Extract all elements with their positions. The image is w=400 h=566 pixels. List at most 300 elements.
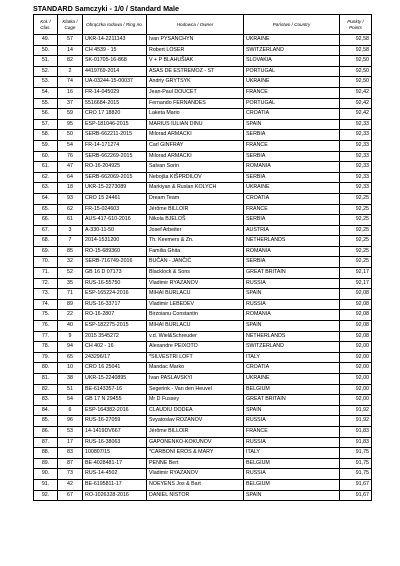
country-cell: SERBIA [244,151,340,162]
table-row [34,246,372,257]
ring-no-cell: SERB-662069-2015 [83,172,147,183]
ring-no-cell: RUS-16-38063 [83,437,147,448]
ring-no-cell: RUS-16-27059 [83,416,147,427]
rank-cell: 88. [34,448,58,459]
points-cell: 92,25 [340,236,372,247]
table-row [34,257,372,268]
table-row [34,405,372,416]
country-cell: FRANCE [244,204,340,215]
cage-cell: 17 [58,437,83,448]
country-cell: SERBIA [244,257,340,268]
points-cell: 92,33 [340,140,372,151]
owner-cell: Jérôme BILLOIR [147,204,244,215]
header-owner: Hodowca / Owner [147,15,244,35]
ring-no-cell: ESP-182275-2015 [83,321,147,332]
country-cell: RUSSIA [244,469,340,480]
ring-no-cell: 2014-1531200 [83,236,147,247]
owner-cell: *CARBONI EROS & MARY [147,448,244,459]
country-cell: UKRAINE [244,35,340,46]
ring-no-cell: SERB-662269-2015 [83,151,147,162]
ring-no-cell: AUS-417-610-2016 [83,215,147,226]
table-row [34,45,372,56]
table-row [34,384,372,395]
table-row [34,193,372,204]
country-cell: AUSTRIA [244,225,340,236]
ring-no-cell: ESP-165224-2016 [83,289,147,300]
cage-cell: 35 [58,278,83,289]
owner-cell: Andriy GRYTSYK [147,77,244,88]
country-cell: RUSSIA [244,278,340,289]
table-row [34,479,372,490]
rank-cell: 69. [34,246,58,257]
table-row [34,183,372,194]
cage-cell: 42 [58,479,83,490]
owner-cell: DANIEL NISTOR [147,490,244,501]
rank-cell: 62. [34,172,58,183]
ring-no-cell: SERB-662211-2015 [83,130,147,141]
country-cell: UKRAINE [244,77,340,88]
points-cell: 92,00 [340,374,372,385]
owner-cell: Jean-Paul DOUCET [147,87,244,98]
points-cell: 92,33 [340,151,372,162]
cage-cell: 14 [58,45,83,56]
header-country: Państwo / Country [244,15,340,35]
ring-no-cell: SK-01705-16-868 [83,56,147,67]
rank-cell: 65. [34,204,58,215]
rank-cell: 71. [34,268,58,279]
ring-no-cell: RO-1026328-2016 [83,490,147,501]
owner-cell: Carl GINFRAY [147,140,244,151]
cage-cell: 54 [58,140,83,151]
rank-cell: 49. [34,35,58,46]
ring-no-cell: FR-14-045029 [83,87,147,98]
ring-no-cell: UKR-15-2273089 [83,183,147,194]
ring-no-cell: 5516684-2015 [83,98,147,109]
cage-cell: 76 [58,151,83,162]
cage-cell: 22 [58,310,83,321]
ring-no-cell: CH 402 - 16 [83,342,147,353]
ring-no-cell: ESP-164382-2016 [83,405,147,416]
country-cell: RUSSIA [244,416,340,427]
owner-cell: Th. Keemers & Zn. [147,236,244,247]
ring-no-cell: GB 17 N 29455 [83,395,147,406]
table-row [34,162,372,173]
points-cell: 92,08 [340,289,372,300]
table-row [34,352,372,363]
owner-cell: Segerink - Van den Heuvel [147,384,244,395]
country-cell: ROMANIA [244,310,340,321]
country-cell: SPAIN [244,321,340,332]
owner-cell: Ivan PASLAVSKYI [147,374,244,385]
cage-cell: 82 [58,56,83,67]
rank-cell: 75. [34,310,58,321]
points-cell: 91,75 [340,458,372,469]
owner-cell: Nikola BJELOŠ [147,215,244,226]
points-cell: 92,08 [340,331,372,342]
rank-cell: 76. [34,321,58,332]
rank-cell: 73. [34,289,58,300]
owner-cell: Vladimir LEBEDEV [147,299,244,310]
rank-cell: 84. [34,405,58,416]
cage-cell: 9 [58,331,83,342]
cage-cell: 40 [58,321,83,332]
points-cell: 92,50 [340,56,372,67]
owner-cell: Mandac Marko [147,363,244,374]
table-row [34,310,372,321]
table-row [34,289,372,300]
rank-cell: 54. [34,87,58,98]
rank-cell: 74. [34,299,58,310]
rank-cell: 67. [34,225,58,236]
results-table [33,14,372,501]
ring-no-cell: RO-16-204925 [83,162,147,173]
owner-cell: Markiyan & Ruslan KOLYCH [147,183,244,194]
owner-cell: NOEYENS Jos & Bart [147,479,244,490]
table-row [34,172,372,183]
cage-cell: 54 [58,395,83,406]
rank-cell: 58. [34,130,58,141]
owner-cell: Nebojša KIŠPRDILOV [147,172,244,183]
points-cell: 92,33 [340,183,372,194]
cage-cell: 16 [58,87,83,98]
owner-cell: Mr D Fussey [147,395,244,406]
cage-cell: 7 [58,236,83,247]
country-cell: SWITZERLAND [244,342,340,353]
table-row [34,119,372,130]
cage-cell: 59 [58,109,83,120]
table-row [34,225,372,236]
table-row [34,151,372,162]
owner-cell: Laketa Mario [147,109,244,120]
rank-cell: 81. [34,374,58,385]
cage-cell: 87 [58,458,83,469]
country-cell: FRANCE [244,426,340,437]
owner-cell: Birzoianu Constantin [147,310,244,321]
ring-no-cell: RO-16-2807 [83,310,147,321]
cage-cell: 6 [58,405,83,416]
table-row [34,278,372,289]
ring-no-cell: RUS-14-4502 [83,469,147,480]
points-cell: 92,33 [340,130,372,141]
ring-no-cell: 243296/17 [83,352,147,363]
owner-cell: MIHAI BURLACU [147,321,244,332]
points-cell: 92,25 [340,204,372,215]
table-row [34,204,372,215]
country-cell: UKRAINE [244,374,340,385]
table-row [34,268,372,279]
cage-cell: 61 [58,215,83,226]
rank-cell: 57. [34,119,58,130]
ring-no-cell: 4419769-2014 [83,66,147,77]
country-cell: BELGIUM [244,384,340,395]
points-cell: 92,25 [340,225,372,236]
country-cell: FRANCE [244,140,340,151]
cage-cell: 57 [58,35,83,46]
owner-cell: CLAUDIU DODEA [147,405,244,416]
country-cell: RUSSIA [244,437,340,448]
table-row [34,448,372,459]
country-cell: SERBIA [244,130,340,141]
points-cell: 92,33 [340,119,372,130]
table-row [34,331,372,342]
results-table-body [34,35,372,501]
points-cell: 91,67 [340,479,372,490]
cage-cell: 37 [58,98,83,109]
header-rank: Koł. / Clas. [34,15,58,35]
country-cell: SPAIN [244,119,340,130]
country-cell: CROATIA [244,193,340,204]
owner-cell: V + P BLAHUŠIAK [147,56,244,67]
points-cell: 92,42 [340,109,372,120]
country-cell: CROATIA [244,109,340,120]
table-row [34,35,372,46]
points-cell: 92,17 [340,278,372,289]
ring-no-cell: UA-03244-15-00037 [83,77,147,88]
points-cell: 92,33 [340,162,372,173]
cage-cell: 96 [58,416,83,427]
country-cell: SPAIN [244,405,340,416]
country-cell: ROMANIA [244,246,340,257]
rank-cell: 85. [34,416,58,427]
table-row [34,469,372,480]
table-row [34,66,372,77]
cage-cell: 73 [58,469,83,480]
table-row [34,363,372,374]
cage-cell: 67 [58,490,83,501]
cage-cell: 83 [58,448,83,459]
cage-cell: 50 [58,130,83,141]
table-row [34,374,372,385]
rank-cell: 79. [34,352,58,363]
rank-cell: 59. [34,140,58,151]
owner-cell: Salvan Sorin [147,162,244,173]
points-cell: 92,50 [340,66,372,77]
table-header-row [34,15,372,35]
points-cell: 92,00 [340,395,372,406]
owner-cell: Josef Arbeiter [147,225,244,236]
table-row [34,426,372,437]
country-cell: SERBIA [244,215,340,226]
table-row [34,56,372,67]
page-title: STANDARD Samczyki - 1/0 / Standard Male [33,4,180,13]
owner-cell: Fernando FERNANDES [147,98,244,109]
cage-cell: 93 [58,193,83,204]
rank-cell: 90. [34,469,58,480]
table-row [34,130,372,141]
country-cell: ITALY [244,352,340,363]
rank-cell: 72. [34,278,58,289]
points-cell: 92,25 [340,215,372,226]
rank-cell: 68. [34,236,58,247]
owner-cell: v.d. Wiel&Schreuder [147,331,244,342]
rank-cell: 66. [34,215,58,226]
country-cell: NETHERLANDS [244,331,340,342]
rank-cell: 87. [34,437,58,448]
points-cell: 92,00 [340,342,372,353]
country-cell: NETHERLANDS [244,236,340,247]
ring-no-cell: CRO 16 25041 [83,363,147,374]
rank-cell: 50. [34,45,58,56]
ring-no-cell: UKR-14-2211143 [83,35,147,46]
points-cell: 91,92 [340,405,372,416]
rank-cell: 60. [34,151,58,162]
ring-no-cell: A-330-11-50 [83,225,147,236]
cage-cell: 32 [58,257,83,268]
rank-cell: 78. [34,342,58,353]
points-cell: 91,67 [340,490,372,501]
cage-cell: 3 [58,225,83,236]
table-row [34,109,372,120]
points-cell: 92,42 [340,87,372,98]
table-row [34,77,372,88]
table-row [34,395,372,406]
owner-cell: BUČAN - JANČIĆ [147,257,244,268]
rank-cell: 51. [34,56,58,67]
cage-cell: 62 [58,204,83,215]
cage-cell: 52 [58,268,83,279]
cage-cell: 85 [58,246,83,257]
country-cell: SPAIN [244,289,340,300]
owner-cell: Svyatoslav ROZANOV [147,416,244,427]
ring-no-cell: UKR-15-2240895 [83,374,147,385]
cage-cell: 89 [58,299,83,310]
owner-cell: PENNE Bert [147,458,244,469]
ring-no-cell: 2015 3545272 [83,331,147,342]
ring-no-cell: CRO 17 18820 [83,109,147,120]
table-row [34,215,372,226]
owner-cell: Robert LOSER [147,45,244,56]
ring-no-cell: FR-14-171274 [83,140,147,151]
table-row [34,490,372,501]
header-points: Punkty / Points [340,15,372,35]
points-cell: 92,58 [340,45,372,56]
points-cell: 92,33 [340,172,372,183]
table-row [34,98,372,109]
points-cell: 92,00 [340,363,372,374]
rank-cell: 64. [34,193,58,204]
cage-cell: 10 [58,363,83,374]
owner-cell: Milorad ARMACKI [147,151,244,162]
rank-cell: 56. [34,109,58,120]
ring-no-cell: RO-15-689360 [83,246,147,257]
cage-cell: 38 [58,374,83,385]
header-ring-no: Obrączka rodowa / Ring no. [83,15,147,35]
points-cell: 92,25 [340,257,372,268]
table-row [34,458,372,469]
rank-cell: 70. [34,257,58,268]
ring-no-cell: CH 4539 - 15 [83,45,147,56]
ring-no-cell: BE-6143357-16 [83,384,147,395]
points-cell: 92,00 [340,352,372,363]
country-cell: GREAT BRITAIN [244,395,340,406]
owner-cell: *SILVESTRI LOFT [147,352,244,363]
points-cell: 92,08 [340,299,372,310]
rank-cell: 63. [34,183,58,194]
owner-cell: Vladimir RYAZANOV [147,469,244,480]
cage-cell: 64 [58,172,83,183]
ring-no-cell: BE-4028481-17 [83,458,147,469]
ring-no-cell: SERB-716749-2016 [83,257,147,268]
table-row [34,236,372,247]
points-cell: 91,83 [340,426,372,437]
ring-no-cell: RUS-16-33717 [83,299,147,310]
cage-cell: 94 [58,342,83,353]
points-cell: 92,00 [340,384,372,395]
ring-no-cell: RUS-16-55750 [83,278,147,289]
points-cell: 91,75 [340,469,372,480]
cage-cell: 74 [58,77,83,88]
points-cell: 92,08 [340,321,372,332]
country-cell: ITALY [244,448,340,459]
owner-cell: Jérôme BILLOIR [147,426,244,437]
header-cage: Klatka / Cage [58,15,83,35]
table-row [34,342,372,353]
rank-cell: 92. [34,490,58,501]
table-row [34,321,372,332]
country-cell: RUSSIA [244,299,340,310]
ring-no-cell: BE-6195811-17 [83,479,147,490]
country-cell: UKRAINE [244,183,340,194]
ring-no-cell: CRO 15 24461 [83,193,147,204]
owner-cell: GAPONENKO-KOKUNOV [147,437,244,448]
country-cell: CROATIA [244,363,340,374]
ring-no-cell: ESP-181046-2015 [83,119,147,130]
cage-cell: 71 [58,289,83,300]
table-row [34,87,372,98]
points-cell: 91,83 [340,437,372,448]
rank-cell: 61. [34,162,58,173]
ring-no-cell: FR-15-024603 [83,204,147,215]
cage-cell: 53 [58,426,83,437]
rank-cell: 83. [34,395,58,406]
points-cell: 92,25 [340,193,372,204]
owner-cell: Vladimir RYAZANOV [147,278,244,289]
country-cell: PORTUGAL [244,66,340,77]
country-cell: ROMANIA [244,162,340,173]
owner-cell: Ivan PYSANCHYN [147,35,244,46]
ring-no-cell: GB 16 D 07173 [83,268,147,279]
table-row [34,437,372,448]
table-row [34,140,372,151]
table-row [34,416,372,427]
points-cell: 92,25 [340,246,372,257]
points-cell: 92,58 [340,35,372,46]
owner-cell: MARIUS IULIAN DINU [147,119,244,130]
cage-cell: 65 [58,352,83,363]
owner-cell: Dream Team [147,193,244,204]
rank-cell: 52. [34,66,58,77]
rank-cell: 91. [34,479,58,490]
country-cell: SERBIA [244,172,340,183]
rank-cell: 80. [34,363,58,374]
ring-no-cell: 14-1419DV667 [83,426,147,437]
owner-cell: Blacklock & Sons [147,268,244,279]
cage-cell: 2 [58,66,83,77]
points-cell: 92,08 [340,310,372,321]
cage-cell: 47 [58,162,83,173]
country-cell: BELGIUM [244,458,340,469]
points-cell: 91,92 [340,416,372,427]
country-cell: PORTUGAL [244,98,340,109]
owner-cell: Familia Ghita [147,246,244,257]
points-cell: 92,42 [340,98,372,109]
country-cell: GREAT BRITAIN [244,268,340,279]
owner-cell: Milorad ARMACKI [147,130,244,141]
country-cell: FRANCE [244,87,340,98]
owner-cell: Alexandre PEIXOTO [147,342,244,353]
cage-cell: 51 [58,384,83,395]
points-cell: 92,17 [340,268,372,279]
